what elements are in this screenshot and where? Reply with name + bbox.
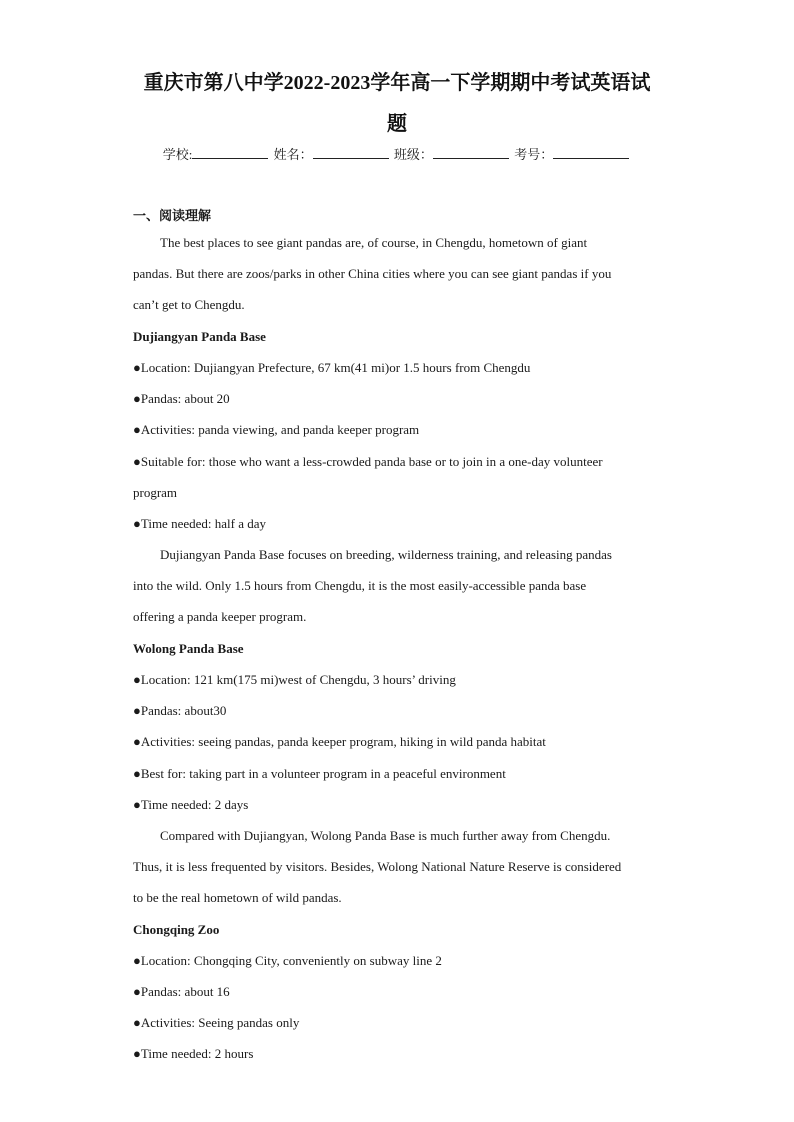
dujiangyan-para-line-1: Dujiangyan Panda Base focuses on breeding, wilderness training, and releasing pandas [160,547,612,562]
number-label: 考号： [514,147,554,162]
wolong-para-line-1: Compared with Dujiangyan, Wolong Panda Base is much further away from Chengdu. [160,828,611,843]
list-item: ●Activities: Seeing pandas only [133,1015,300,1030]
page-title-line-2: 题 [387,113,407,135]
wolong-heading: Wolong Panda Base [133,641,244,656]
school-blank [192,146,268,159]
list-item: ●Location: Dujiangyan Prefecture, 67 km(41 mi)or 1.5 hours from Chengdu [133,360,531,375]
intro-line-3: can’t get to Chengdu. [133,297,245,312]
wolong-para-line-2: Thus, it is less frequented by visitors. Besides, Wolong National Nature Reserve is considered [133,859,622,874]
list-item: ●Pandas: about30 [133,703,227,718]
list-item: ●Location: 121 km(175 mi)west of Chengdu, 3 hours’ driving [133,672,456,687]
class-label: 班级： [393,147,433,162]
chongqing-heading: Chongqing Zoo [133,922,220,937]
name-blank [313,146,389,159]
class-blank [433,146,509,159]
list-item: program [133,485,178,500]
list-item: ●Pandas: about 16 [133,984,230,999]
list-item: ●Time needed: half a day [133,516,267,531]
page-title-line-1: 重庆市第八中学2022-2023学年高一下学期期中考试英语试 [143,72,651,94]
wolong-para-line-3: to be the real hometown of wild pandas. [133,890,342,905]
list-item: ●Suitable for: those who want a less-crowded panda base or to join in a one-day volunteer [133,454,603,469]
number-blank [553,146,629,159]
list-item: ●Activities: seeing pandas, panda keeper program, hiking in wild panda habitat [133,734,546,749]
section-title: 一、阅读理解 [133,208,212,223]
school-label: 学校: [162,147,193,162]
dujiangyan-para-line-2: into the wild. Only 1.5 hours from Chengdu, it is the most easily-accessible panda base [133,578,587,593]
list-item: ●Activities: panda viewing, and panda keeper program [133,422,420,437]
student-info-row [0,146,794,164]
name-label: 姓名： [273,147,313,162]
intro-line-2: pandas. But there are zoos/parks in other China cities where you can see giant pandas if you [133,266,612,281]
intro-line-1: The best places to see giant pandas are, of course, in Chengdu, hometown of giant [160,235,588,250]
dujiangyan-para-line-3: offering a panda keeper program. [133,609,307,624]
list-item: ●Pandas: about 20 [133,391,230,406]
list-item: ●Time needed: 2 hours [133,1046,254,1061]
list-item: ●Location: Chongqing City, conveniently on subway line 2 [133,953,442,968]
list-item: ●Best for: taking part in a volunteer program in a peaceful environment [133,766,506,781]
list-item: ●Time needed: 2 days [133,797,249,812]
dujiangyan-heading: Dujiangyan Panda Base [133,329,266,344]
